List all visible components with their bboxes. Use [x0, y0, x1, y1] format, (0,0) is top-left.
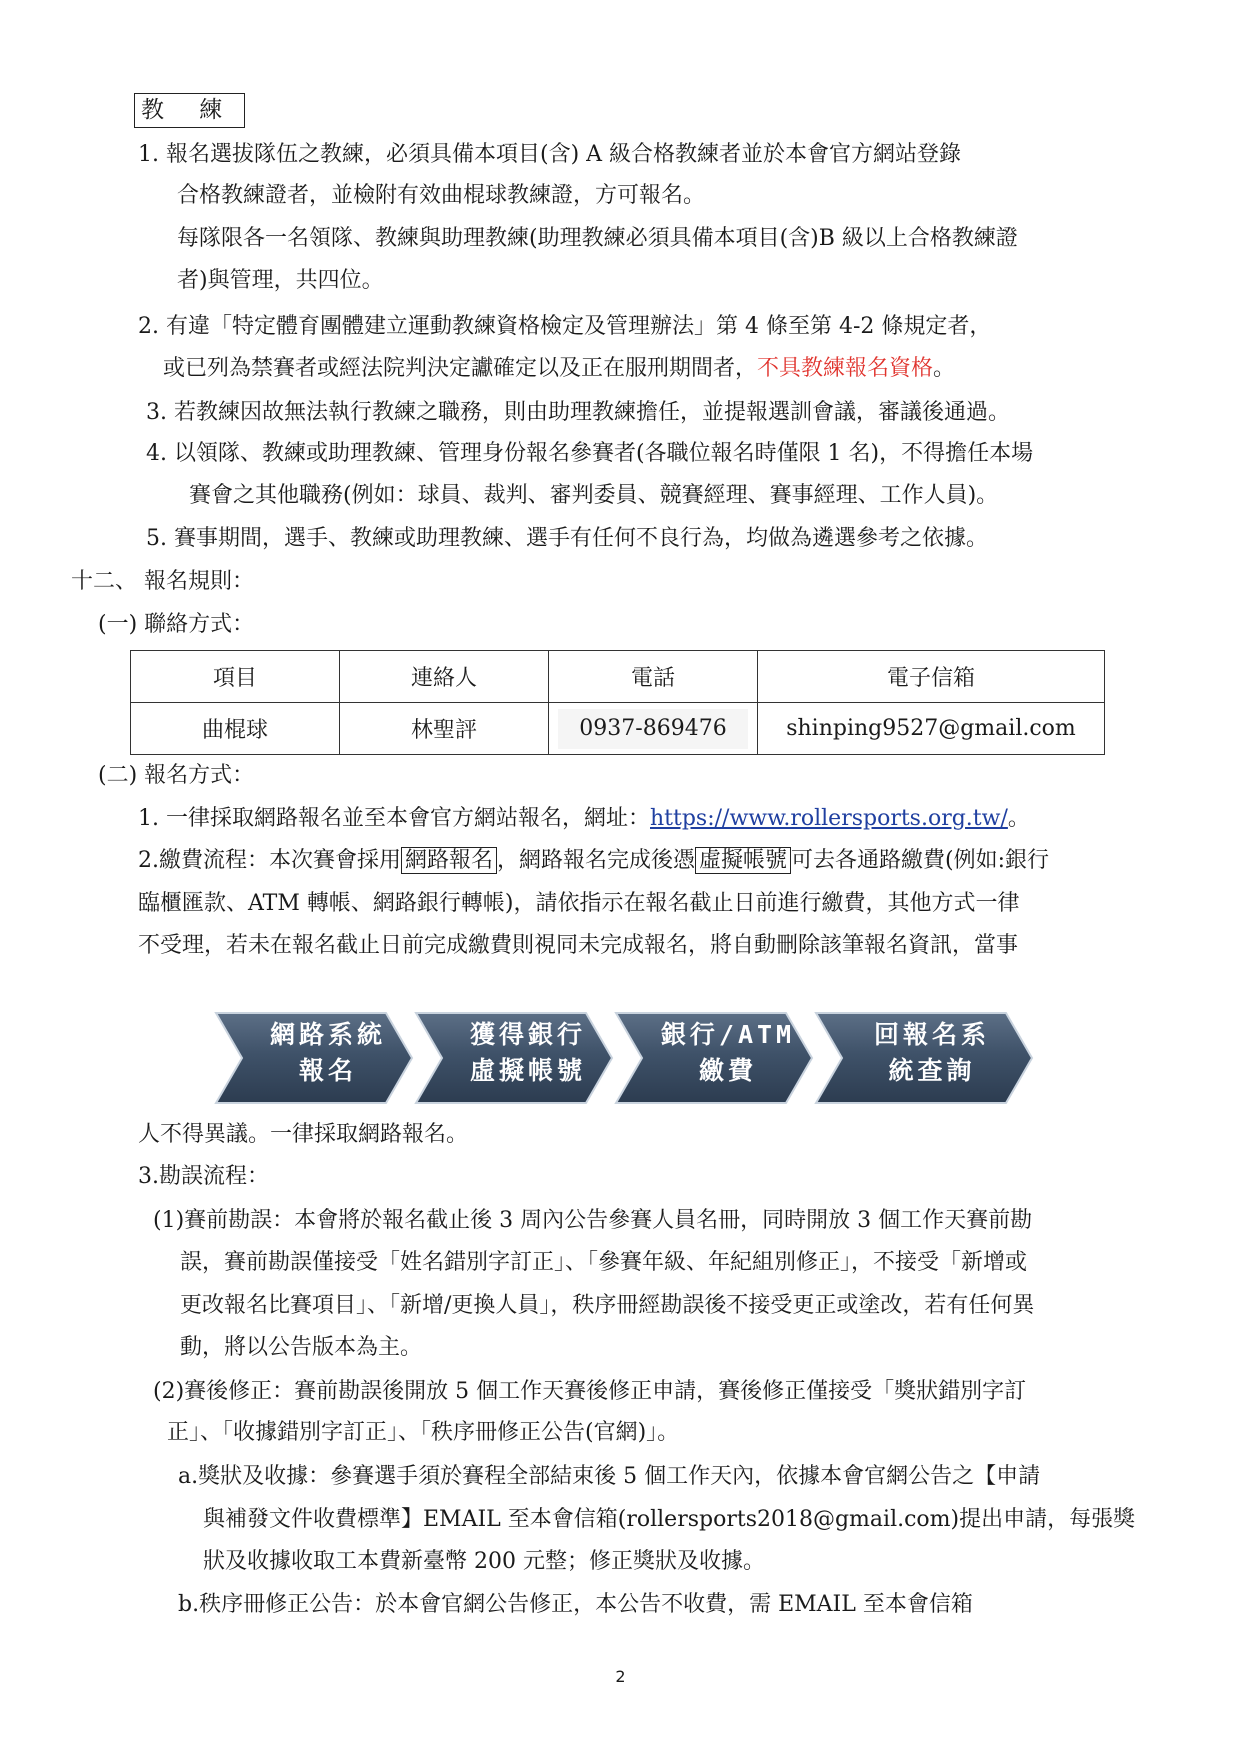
pre-correction-line-1: (1)賽前勘誤：本會將於報名截止後 3 周內公告參賽人員名冊，同時開放 3 個工作天賽前勘 — [153, 1208, 1033, 1233]
post-correction-line-2: 正」、「收據錯別字訂正」、「秩序冊修正公告(官網)」。 — [167, 1420, 680, 1445]
phone-value: 0937-869476 — [558, 709, 748, 749]
certificate-line-2: 與補發文件收費標準】EMAIL 至本會信箱(rollersports2018@gmail.com)提出申請，每張獎 — [203, 1507, 1136, 1532]
method-2-text-c: 可去各通路繳費(例如:銀行 — [791, 848, 1050, 873]
flow-step-2-line-2: 虛擬帳號 — [469, 1056, 586, 1085]
coach-item-5: 5. 賽事期間，選手、教練或助理教練、選手有任何不良行為，均做為遴選參考之依據。 — [146, 526, 988, 551]
coach-item-1-line-1: 1. 報名選拔隊伍之教練，必須具備本項目(含) A 級合格教練者並於本會官方網站登錄 — [138, 142, 962, 167]
table-header-cell: 連絡人 — [340, 651, 549, 703]
table-cell-contact: 林聖評 — [340, 703, 549, 755]
flow-step-3-line-2: 繳費 — [698, 1056, 757, 1085]
flow-step-3-line-1: 銀行/ATM — [660, 1020, 796, 1049]
virtual-account-box: 虛擬帳號 — [695, 847, 791, 874]
table-header-cell: 電子信箱 — [758, 651, 1105, 703]
flow-step-3 — [628, 1017, 828, 1089]
flow-step-4-line-1: 回報名系 — [873, 1020, 990, 1049]
flow-step-1-line-2: 報名 — [298, 1056, 357, 1085]
table-header-cell: 電話 — [549, 651, 758, 703]
coach-item-3: 3. 若教練因故無法執行教練之職務，則由助理教練擔任，並提報選訓會議，審議後通過。 — [146, 400, 1010, 425]
coach-item-2-text: 或已列為禁賽者或經法院判決定讞確定以及正在服刑期間者， — [163, 356, 758, 381]
pre-correction-line-3: 更改報名比賽項目」、「新增/更換人員」，秩序冊經勘誤後不接受更正或塗改，若有任何異 — [180, 1293, 1035, 1318]
method-2-text-b: ，網路報名完成後憑 — [497, 848, 696, 873]
pre-correction-line-4: 動，將以公告版本為主。 — [180, 1335, 423, 1360]
method-2-text-a: 2.繳費流程：本次賽會採用 — [138, 848, 401, 873]
table-header-row — [131, 651, 1105, 703]
coach-item-2-warning: 不具教練報名資格 — [757, 356, 934, 381]
method-heading: (二) 報名方式： — [98, 763, 255, 788]
table-cell-email: shinping9527@gmail.com — [758, 703, 1105, 755]
method-1-text: 1. 一律採取網路報名並至本會官方網站報名，網址： — [138, 806, 650, 831]
flow-step-2-line-1: 獲得銀行 — [469, 1020, 586, 1049]
method-3-heading: 3.勘誤流程： — [138, 1164, 269, 1189]
certificate-line-1: a.獎狀及收據：參賽選手須於賽程全部結束後 5 個工作天內，依據本會官網公告之【申請 — [178, 1464, 1041, 1489]
certificate-line-3: 狀及收據收取工本費新臺幣 200 元整；修正獎狀及收據。 — [203, 1549, 765, 1574]
coach-item-2-end: 。 — [933, 356, 956, 381]
table-cell-phone — [549, 703, 758, 755]
pre-correction-line-2: 誤，賽前勘誤僅接受「姓名錯別字訂正」、「參賽年級、年紀組別修正」，不接受「新增或 — [180, 1250, 1028, 1275]
coach-item-1-line-4: 者)與管理，共四位。 — [177, 268, 384, 293]
contact-table — [130, 650, 1105, 755]
method-2-line-2: 臨櫃匯款、ATM 轉帳、網路銀行轉帳)，請依指示在報名截止日前進行繳費，其他方式一律 — [138, 891, 1020, 916]
contact-heading: (一) 聯絡方式： — [98, 612, 255, 637]
table-cell-item: 曲棍球 — [131, 703, 340, 755]
method-2-line-4: 人不得異議。一律採取網路報名。 — [138, 1122, 469, 1147]
order-book-line-1: b.秩序冊修正公告：於本會官網公告修正，本公告不收費，需 EMAIL 至本會信箱 — [178, 1592, 973, 1617]
flow-step-4-line-2: 統查詢 — [888, 1056, 976, 1085]
coach-item-4-line-1: 4. 以領隊、教練或助理教練、管理身份報名參賽者(各職位報名時僅限 1 名)，不得擔任本場 — [146, 441, 1034, 466]
coach-item-2-line-1: 2. 有違「特定體育團體建立運動教練資格檢定及管理辦法」第 4 條至第 4-2 條規定者， — [138, 314, 992, 339]
table-header-cell: 項目 — [131, 651, 340, 703]
table-row — [131, 703, 1105, 755]
method-1-end: 。 — [1007, 806, 1030, 831]
online-registration-box: 網路報名 — [401, 847, 497, 874]
website-link[interactable]: https://www.rollersports.org.tw/ — [650, 806, 1008, 831]
flow-step-1 — [228, 1017, 428, 1089]
coach-item-1-line-3: 每隊限各一名領隊、教練與助理教練(助理教練必須具備本項目(含)B 級以上合格教練證 — [177, 226, 1018, 251]
section-12-heading: 十二、 報名規則： — [71, 569, 254, 594]
method-1-line — [138, 804, 1030, 834]
coach-item-4-line-2: 賽會之其他職務(例如：球員、裁判、審判委員、競賽經理、賽事經理、工作人員)。 — [189, 483, 999, 508]
post-correction-line-1: (2)賽後修正：賽前勘誤後開放 5 個工作天賽後修正申請，賽後修正僅接受「獎狀錯別字訂 — [153, 1379, 1027, 1404]
flow-step-1-line-1: 網路系統 — [269, 1020, 386, 1049]
method-2-line-1 — [138, 846, 1049, 876]
page-number: 2 — [615, 1667, 626, 1686]
coach-item-2-line-2 — [163, 354, 955, 384]
flow-step-4 — [832, 1017, 1032, 1089]
flow-step-2 — [428, 1017, 628, 1089]
coach-heading: 教 練 — [134, 93, 245, 128]
method-2-line-3: 不受理，若未在報名截止日前完成繳費則視同未完成報名，將自動刪除該筆報名資訊，當事 — [138, 933, 1019, 958]
coach-item-1-line-2: 合格教練證者，並檢附有效曲棍球教練證，方可報名。 — [177, 183, 706, 208]
